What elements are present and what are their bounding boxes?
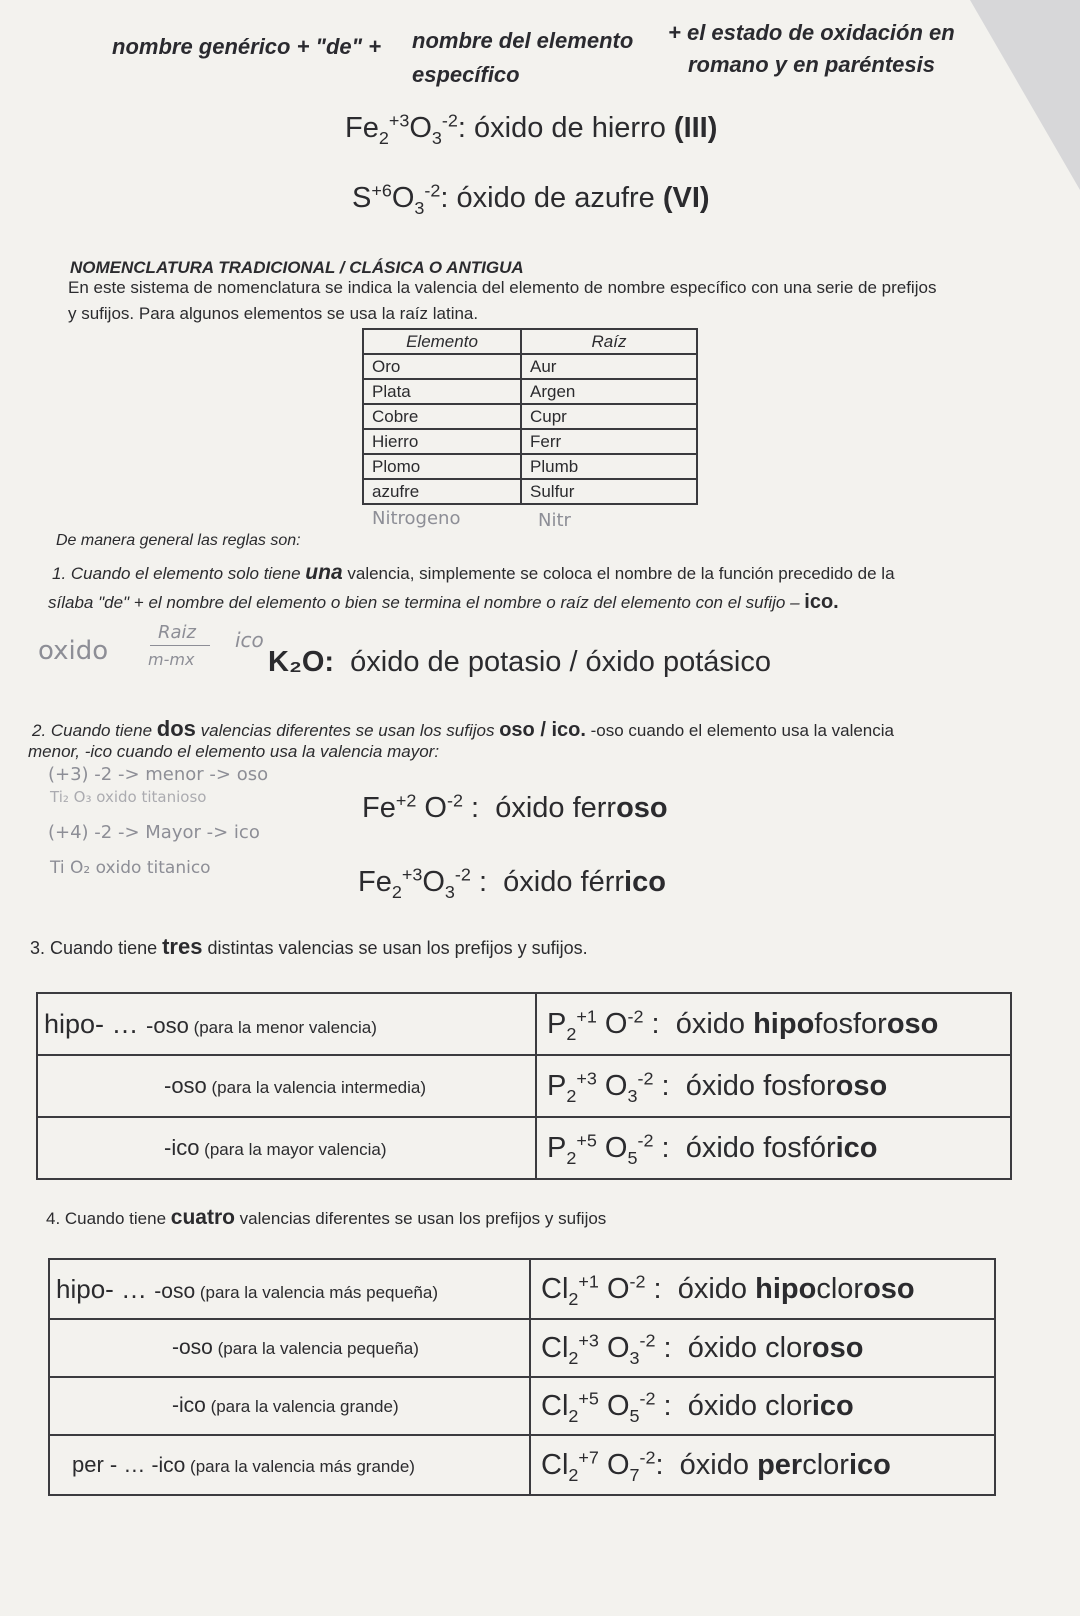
handwritten-note-3: (+4) -2 -> Mayor -> ico <box>48 822 260 843</box>
handwritten-ico: ico <box>235 628 264 652</box>
roots-table <box>362 328 698 505</box>
example-sulfur-oxide: $S^{+6}O_3^{-2}$: óxido de azufre (VI) <box>352 180 710 218</box>
table-row: per - … -ico (para la valencia más grande) $Cl_2^{+7}$ $O_7^{-2}$: óxido perclorico <box>49 1435 995 1495</box>
roots-header-element: Elemento <box>363 329 521 354</box>
page-fold-corner <box>970 0 1080 190</box>
rule2-line1: 2. Cuando tiene dos valencias diferentes se usan los sufijos oso / ico. -oso cuando el elemento usa la valencia <box>32 716 894 741</box>
intro-line-1: En este sistema de nomenclatura se indica la valencia del elemento de nombre específico con una serie de prefijos <box>68 278 937 297</box>
section-title: NOMENCLATURA TRADICIONAL / CLÁSICA O ANTIGUA <box>70 258 524 277</box>
header-part1: nombre genérico + "de" + <box>112 34 382 59</box>
table-row: Plata Argen <box>363 379 697 404</box>
handwritten-note-4: Ti O₂ oxido titanico <box>50 858 211 878</box>
rule2-example-ferroso: $Fe^{+2}$ $O^{-2}$ : óxido ferroso <box>362 790 668 824</box>
table-row: -ico (para la mayor valencia) $P_2^{+5}$ $O_5^{-2}$ : óxido fosfórico <box>37 1117 1011 1179</box>
header-part3b: romano y en paréntesis <box>688 52 935 77</box>
rule2-line2: menor, -ico cuando el elemento usa la valencia mayor: <box>28 742 440 761</box>
rule1-example: K₂O: óxido de potasio / óxido potásico <box>268 646 771 678</box>
rule4-heading: 4. Cuando tiene cuatro valencias diferentes se usan los prefijos y sufijos <box>46 1206 607 1229</box>
header-part2b: específico <box>412 62 520 87</box>
table-row: hipo- … -oso (para la valencia más pequeña) $Cl_2^{+1}$ $O^{-2}$ : óxido hipocloroso <box>49 1259 995 1319</box>
table-row: Cobre Cupr <box>363 404 697 429</box>
roots-header-root: Raíz <box>521 329 697 354</box>
rule4-table <box>48 1258 996 1496</box>
table-row: -ico (para la valencia grande) $Cl_2^{+5}$ $O_5^{-2}$ : óxido clorico <box>49 1377 995 1435</box>
table-row: Plomo Plumb <box>363 454 697 479</box>
table-row: -oso (para la valencia pequeña) $Cl_2^{+3}$ $O_3^{-2}$ : óxido cloroso <box>49 1319 995 1377</box>
table-row: Hierro Ferr <box>363 429 697 454</box>
handwritten-oxido: oxido <box>38 636 109 666</box>
handwritten-fraction-bar <box>150 645 210 646</box>
handwritten-root: Nitr <box>538 510 571 531</box>
handwritten-note-2: Ti₂ O₃ oxido titanioso <box>50 788 207 806</box>
rule3-heading: 3. Cuando tiene tres distintas valencias se usan los prefijos y sufijos. <box>30 934 588 959</box>
intro-line-2: y sufijos. Para algunos elementos se usa la raíz latina. <box>68 304 479 323</box>
rule1-line1: 1. Cuando el elemento solo tiene una valencia, simplemente se coloca el nombre de la función precedido de la <box>52 561 895 584</box>
table-row: azufre Sulfur <box>363 479 697 504</box>
table-row: -oso (para la valencia intermedia) $P_2^{+3}$ $O_3^{-2}$ : óxido fosforoso <box>37 1055 1011 1117</box>
rule3-table <box>36 992 1012 1180</box>
handwritten-note-1: (+3) -2 -> menor -> oso <box>48 764 269 785</box>
rule2-example-ferrico: $Fe_2^{+3}O_3^{-2}$ : óxido férrico <box>358 864 666 902</box>
handwritten-mm: m-mx <box>148 650 195 669</box>
table-row: hipo- … -oso (para la menor valencia) $P_2^{+1}$ $O^{-2}$ : óxido hipofosforoso <box>37 993 1011 1055</box>
table-row: Oro Aur <box>363 354 697 379</box>
handwritten-element: Nitrogeno <box>372 508 461 529</box>
rule1-line2: sílaba "de" + el nombre del elemento o bien se termina el nombre o raíz del elemento con el sufijo – ico. <box>48 591 839 613</box>
header-part3a: + el estado de oxidación en <box>668 20 955 45</box>
header-part2a: nombre del elemento <box>412 28 634 53</box>
rules-intro: De manera general las reglas son: <box>56 532 301 549</box>
example-iron-oxide: $Fe_2^{+3}O_3^{-2}$: óxido de hierro (III) <box>345 110 718 148</box>
handwritten-raiz: Raiz <box>158 622 196 643</box>
